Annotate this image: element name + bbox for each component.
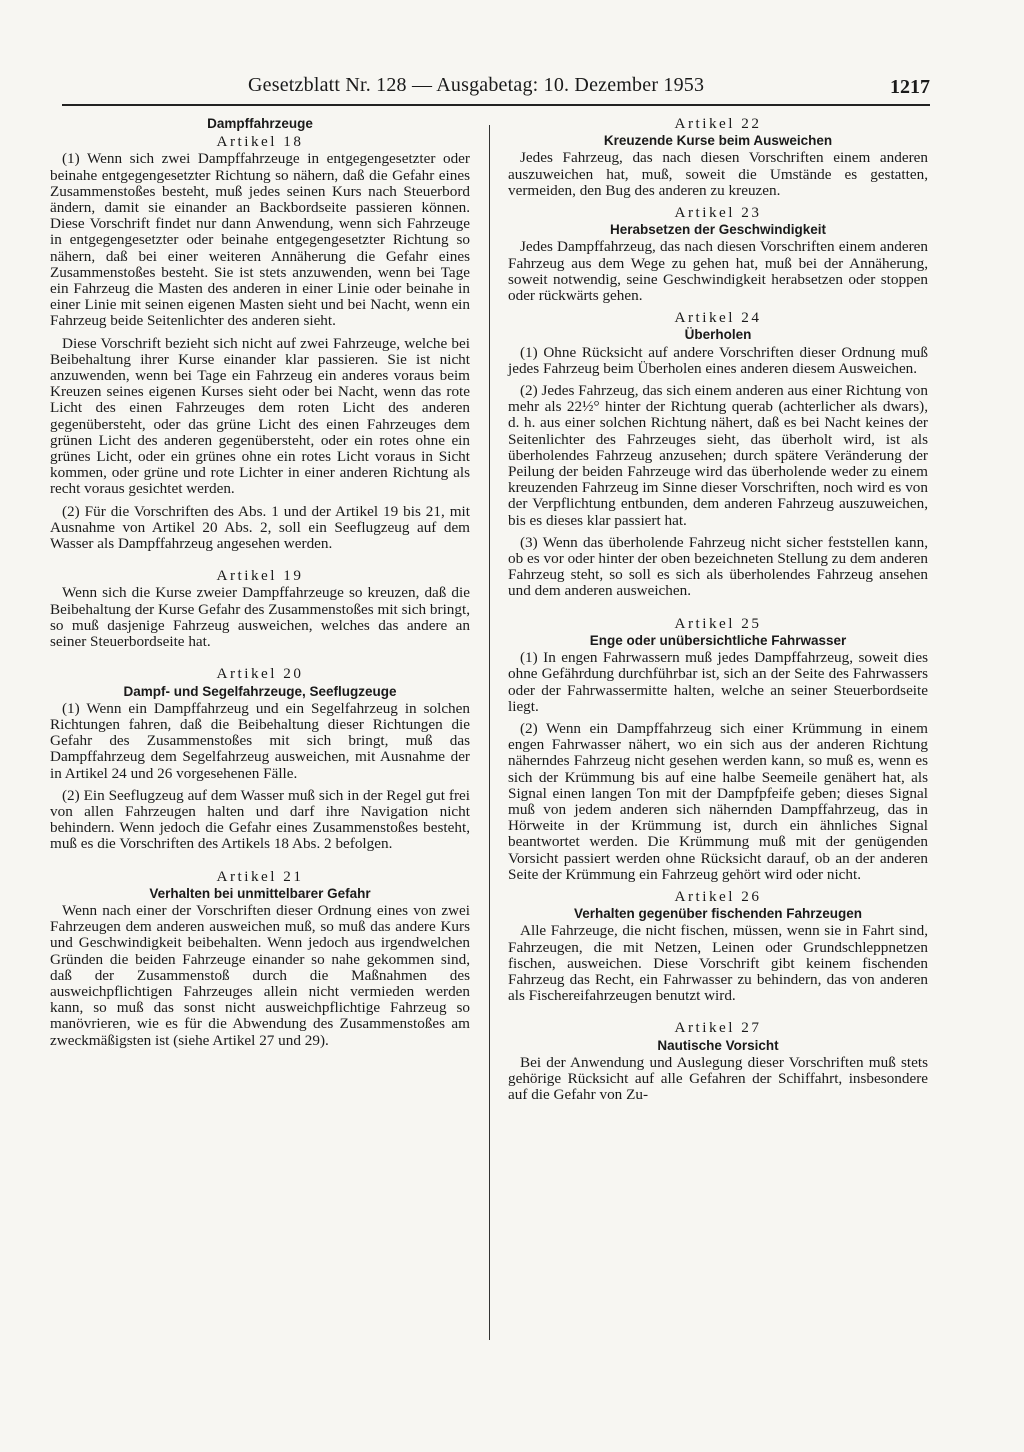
- article-20: [50, 666, 470, 852]
- article-25: [508, 616, 928, 883]
- paragraph: (2) Wenn ein Dampffahrzeug sich einer Krümmung in einem engen Fahrwasser nähert, wo ein sich aus der anderen Richtung näherndes Fahrzeug nicht gesehen werden kann, so muß es, wenn es sich der Krümmung bis auf eine halbe Seemeile genähert hat, als Signal einen langen Ton mit der Dampfpfeife geben; dieses Signal muß von jedem anderen sich nähernden Dampffahrzeug, das in Hörweite in der Krümmung ist, durch ein ähnliches Signal beantwortet werden. Die Krümmung muß mit der genügenden Vorsicht passiert werden ohne Rücksicht darauf, ob an der anderen Seite der Krümmung ein Fahrzeug gehört wird oder nicht.: [508, 719, 928, 883]
- paragraph: (1) Ohne Rücksicht auf andere Vorschriften dieser Ordnung muß jedes Fahrzeug beim Überholen eines anderen diesem Ausweichen.: [508, 343, 928, 377]
- article-subheading: Verhalten bei unmittelbarer Gefahr: [149, 885, 371, 901]
- left-column: [50, 116, 470, 1055]
- article-heading: Artikel 27: [674, 1019, 762, 1037]
- right-column: [508, 116, 928, 1109]
- article-subheading: Kreuzende Kurse beim Ausweichen: [603, 133, 833, 149]
- paragraph: Jedes Fahrzeug, das nach diesen Vorschriften einem anderen auszuweichen hat, muß, soweit die Umstände es gestatten, vermeiden, den Bug des anderen zu kreuzen.: [508, 149, 928, 199]
- article-27: [508, 1020, 928, 1103]
- paragraph: (2) Ein Seeflugzeug auf dem Wasser muß sich in der Regel gut frei von allen Fahrzeugen halten und darf ihre Navigation nicht behindern. Wenn jedoch die Gefahr eines Zusammenstoßes besteht, muß es die Vorschriften des Artikels 18 Abs. 2 befolgen.: [50, 786, 470, 853]
- paragraph: (1) In engen Fahrwassern muß jedes Dampffahrzeug, soweit dies ohne Gefährdung durchführbar ist, sich an der Seite des Fahrwassers oder der Fahrwassermitte halten, welche an seiner Steuerbordseite liegt.: [508, 649, 928, 715]
- article-heading: Artikel 25: [674, 614, 762, 632]
- page-number: 1217: [890, 76, 930, 98]
- article-22: [508, 116, 928, 199]
- article-23: [508, 205, 928, 304]
- article-heading: Artikel 21: [216, 867, 304, 885]
- article-subheading: Dampf- und Segelfahrzeuge, Seeflugzeuge: [123, 683, 397, 699]
- article-18: [50, 134, 470, 552]
- paragraph: Diese Vorschrift bezieht sich nicht auf zwei Fahrzeuge, welche bei Beibehaltung ihrer Kurse einander klar passieren. Sie ist nicht anzuwenden, wenn bei Tage ein Fahrzeug ein anderes voraus beim Kreuzen seines eigenen Kurses sieht oder bei Nacht, wenn das rote Licht des einen Fahrzeuges dem roten Licht des anderen gegenübersteht, oder das grüne Licht des einen Fahrzeuges dem grünen Licht des anderen gegenübersteht, oder ein rotes ohne ein grünes Licht, oder ein grünes ohne ein rotes Licht voraus in Sicht kommen, oder grüne und rote Lichter in einer anderen Richtung als recht voraus gesichtet werden.: [50, 334, 470, 498]
- article-subheading: Nautische Vorsicht: [657, 1037, 779, 1053]
- article-24: [508, 310, 928, 599]
- paragraph: Alle Fahrzeuge, die nicht fischen, müssen, wenn sie in Fahrt sind, Fahrzeugen, die mit Netzen, Leinen oder Grundschleppnetzen fischen, ausweichen. Diese Vorschrift gibt keinem fischenden Fahrzeug das Recht, ein Fahrwasser zu behindern, das von anderen als Fischereifahrzeugen benutzt wird.: [508, 922, 928, 1005]
- article-19: [50, 568, 470, 650]
- section-title: Dampffahrzeuge: [207, 116, 313, 131]
- paragraph: Jedes Dampffahrzeug, das nach diesen Vorschriften einem anderen Fahrzeug aus dem Wege zu gehen hat, muß bei der Annäherung, soweit notwendig, seine Geschwindigkeit herabsetzen oder stoppen oder rückwärts gehen.: [508, 238, 928, 305]
- article-heading: Artikel 22: [674, 115, 762, 132]
- article-heading: Artikel 19: [216, 567, 304, 585]
- article-21: [50, 869, 470, 1049]
- header-title: Gesetzblatt Nr. 128 — Ausgabetag: 10. Dezember 1953: [248, 74, 705, 96]
- paragraph: (1) Wenn sich zwei Dampffahrzeuge in entgegengesetzter oder beinahe entgegengesetzter Richtung so nähern, daß die Gefahr eines Zusammenstoßes besteht, muß jedes seinen Kurs nach Steuerbord ändern, damit sie einander an Backbordseite passieren können. Diese Vorschrift findet nur dann Anwendung, wenn sich Fahrzeuge in entgegengesetzter oder beinahe entgegengesetzter Richtung so nähern, daß bei einer weiteren Annäherung die Gefahr eines Zusammenstoßes besteht. Sie ist stets anzuwenden, wenn bei Tage ein Fahrzeug die Masten des anderen in einer Linie oder beinahe in einer Linie mit seinen eigenen Masten sieht und bei Nacht, wenn ein Fahrzeug beide Seitenlichter des anderen sieht.: [50, 150, 470, 330]
- article-subheading: Herabsetzen der Geschwindigkeit: [609, 222, 827, 238]
- paragraph: (2) Jedes Fahrzeug, das sich einem anderen aus einer Richtung von mehr als 22½° hinter der Richtung querab (achterlicher als dwars), d. h. aus einer solchen Richtung nähert, daß es bei Nacht keines der Seitenlichter des Fahrzeuges sieht, das überholt wird, ist als überholendes Fahrzeug anzusehen; durch spätere Veränderung der Peilung der beiden Fahrzeuge wird das überholende weder zu einem kreuzenden Fahrzeug im Sinne dieser Vorschriften, noch wird es von der Verpflichtung entbunden, dem anderen Fahrzeug auszuweichen, bis es dieses klar passiert hat.: [508, 382, 928, 529]
- paragraph: (1) Wenn ein Dampffahrzeug und ein Segelfahrzeug in solchen Richtungen fahren, daß die Beibehaltung dieser Richtungen die Gefahr des Zusammenstoßes mit sich bringt, muß das Dampffahrzeug dem Segelfahrzeug ausweichen, mit Ausnahme der in Artikel 24 und 26 vorgesehenen Fälle.: [50, 699, 470, 782]
- paragraph: Wenn nach einer der Vorschriften dieser Ordnung eines von zwei Fahrzeugen dem anderen ausweichen muß, so muß das andere Kurs und Geschwindigkeit beibehalten. Wenn jedoch aus irgendwelchen Gründen die beiden Fahrzeuge einander so nahe gekommen sind, daß der Zusammenstoß durch die Maßnahmen des ausweichpflichtigen Fahrzeuges allein nicht vermieden werden kann, so muß das sonst nicht ausweichpflichtige Fahrzeug so manövrieren, wie es für die Abwendung des Zusammenstoßes am zweckmäßigsten ist (siehe Artikel 27 und 29).: [50, 901, 470, 1049]
- column-divider: [489, 125, 490, 1340]
- paragraph: (2) Für die Vorschriften des Abs. 1 und der Artikel 19 bis 21, mit Ausnahme von Artikel 20 Abs. 2, soll ein Seeflugzeug auf dem Wasser als Dampffahrzeug angesehen werden.: [50, 502, 470, 553]
- article-subheading: Überholen: [684, 327, 752, 343]
- article-heading: Artikel 20: [216, 665, 304, 683]
- article-heading: Artikel 26: [674, 887, 762, 905]
- article-26: [508, 889, 928, 1004]
- article-heading: Artikel 18: [216, 133, 304, 151]
- article-heading: Artikel 24: [674, 309, 762, 327]
- article-subheading: Verhalten gegenüber fischenden Fahrzeugen: [573, 906, 863, 922]
- article-subheading: Enge oder unübersichtliche Fahrwasser: [589, 632, 847, 648]
- article-heading: Artikel 23: [674, 204, 762, 222]
- paragraph: (3) Wenn das überholende Fahrzeug nicht sicher feststellen kann, ob es vor oder hinter der oben bezeichneten Stellung zu dem anderen Fahrzeug steht, so soll es sich als überholendes Fahrzeug ansehen und dem anderen ausweichen.: [508, 533, 928, 600]
- paragraph: Wenn sich die Kurse zweier Dampffahrzeuge so kreuzen, daß die Beibehaltung der Kurse Gefahr des Zusammenstoßes mit sich bringt, so muß dasjenige Fahrzeug ausweichen, welches das andere an seiner Steuerbordseite hat.: [50, 584, 470, 651]
- page-header: [62, 74, 930, 106]
- paragraph: Bei der Anwendung und Auslegung dieser Vorschriften muß stets gehörige Rücksicht auf alle Gefahren der Schiffahrt, insbesondere auf die Gefahr von Zu-: [508, 1053, 928, 1104]
